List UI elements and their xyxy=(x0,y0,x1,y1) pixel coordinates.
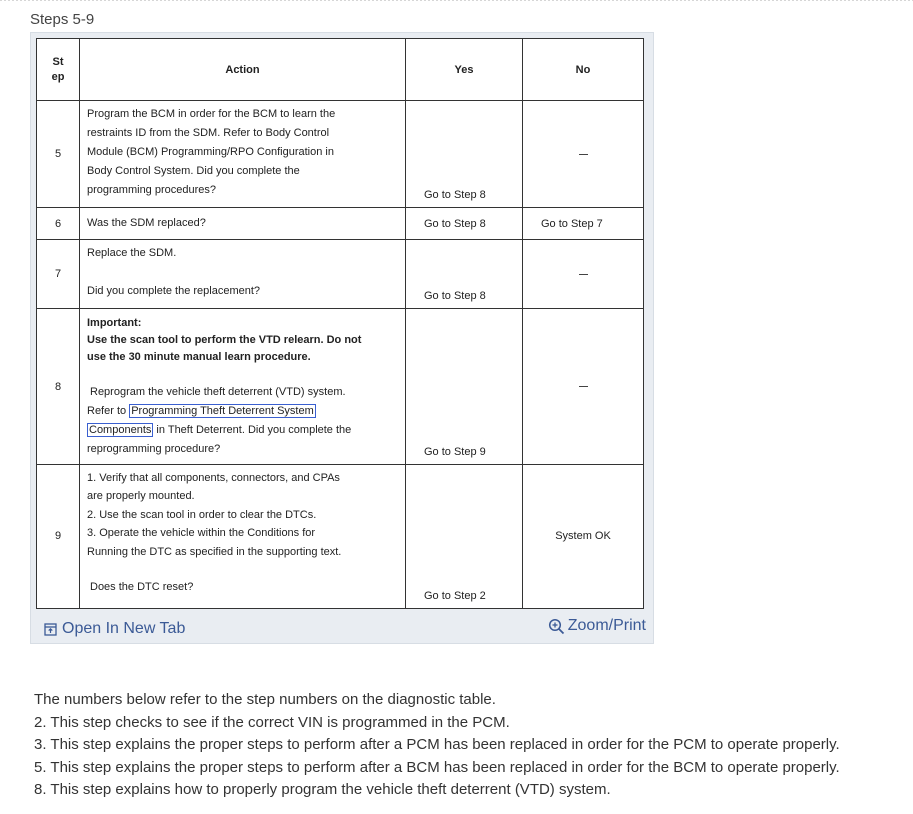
no-cell: Go to Step 7 xyxy=(523,208,644,240)
action-line: Reprogram the vehicle theft deterrent (VTD) system. xyxy=(90,386,346,399)
action-line: are properly mounted. xyxy=(87,490,195,503)
action-line xyxy=(87,403,399,420)
no-cell xyxy=(523,240,644,309)
zoom-print-link[interactable] xyxy=(548,617,646,635)
refer-suffix: in Theft Deterrent. Did you complete the xyxy=(153,424,352,437)
step-number: 9 xyxy=(37,464,80,608)
header-yes: Yes xyxy=(406,39,523,101)
table-row xyxy=(37,464,644,608)
dash-icon xyxy=(579,386,588,387)
notes-intro: The numbers below refer to the step numbers on the diagnostic table. xyxy=(34,691,496,708)
header-row xyxy=(37,39,644,101)
figure-footer xyxy=(30,612,654,644)
action-cell xyxy=(80,464,406,608)
yes-cell: Go to Step 8 xyxy=(406,208,523,240)
step-number: 6 xyxy=(37,208,80,240)
diagnostic-table xyxy=(36,38,644,609)
table-row xyxy=(37,101,644,208)
yes-cell: Go to Step 8 xyxy=(406,101,523,208)
important-label: Important: xyxy=(87,317,142,330)
note-item: 2. This step checks to see if the correct VIN is programmed in the PCM. xyxy=(34,713,510,731)
action-line: 1. Verify that all components, connectors, and CPAs xyxy=(87,471,340,484)
action-line: programming procedures? xyxy=(87,184,217,197)
action-question: Does the DTC reset? xyxy=(90,581,194,594)
action-line: Module (BCM) Programming/RPO Configuration in xyxy=(87,146,334,159)
yes-cell: Go to Step 8 xyxy=(406,240,523,309)
diagnostic-table-figure xyxy=(36,38,643,609)
step-number: 5 xyxy=(37,101,80,208)
no-cell: System OK xyxy=(523,464,644,608)
zoom-icon xyxy=(548,618,565,635)
zoom-label: Zoom/Print xyxy=(567,617,646,634)
action-line xyxy=(87,422,399,439)
action-line: Was the SDM replaced? xyxy=(87,217,206,230)
action-line: reprogramming procedure? xyxy=(87,443,221,456)
no-cell xyxy=(523,309,644,464)
important-text: Use the scan tool to perform the VTD relearn. Do not xyxy=(87,334,362,347)
step-number: 8 xyxy=(37,309,80,464)
action-cell xyxy=(80,208,406,240)
action-line: Program the BCM in order for the BCM to learn the xyxy=(87,108,336,121)
action-cell xyxy=(80,240,406,309)
table-row xyxy=(37,208,644,240)
action-line: Running the DTC as specified in the supporting text. xyxy=(87,545,342,558)
note-item: 8. This step explains how to properly program the vehicle theft deterrent (VTD) system. xyxy=(34,781,611,798)
open-tab-icon xyxy=(44,623,57,636)
important-text: use the 30 minute manual learn procedure. xyxy=(87,351,311,364)
action-line: 3. Operate the vehicle within the Conditions for xyxy=(87,527,316,540)
action-cell xyxy=(80,309,406,464)
header-no: No xyxy=(523,39,644,101)
top-divider xyxy=(0,0,913,3)
programming-link-cont[interactable]: Components xyxy=(89,424,152,437)
table-row xyxy=(37,240,644,309)
open-tab-label: Open In New Tab xyxy=(62,620,186,637)
action-line: Did you complete the replacement? xyxy=(87,285,261,298)
header-step: St ep xyxy=(37,39,80,101)
action-line: Body Control System. Did you complete the xyxy=(87,165,300,178)
dash-icon xyxy=(579,154,588,155)
notes-section xyxy=(34,689,840,802)
action-cell xyxy=(80,101,406,208)
programming-link[interactable]: Programming Theft Deterrent System xyxy=(131,405,314,418)
action-line: 2. Use the scan tool in order to clear the DTCs. xyxy=(87,508,317,521)
table-row xyxy=(37,309,644,464)
header-action: Action xyxy=(80,39,406,101)
yes-cell: Go to Step 9 xyxy=(406,309,523,464)
open-in-new-tab-link[interactable] xyxy=(44,620,185,638)
dash-icon xyxy=(579,274,588,275)
action-line: restraints ID from the SDM. Refer to Body Control xyxy=(87,127,330,140)
no-cell xyxy=(523,101,644,208)
note-item: 3. This step explains the proper steps to perform after a PCM has been replaced in order for the PCM to operate properly. xyxy=(34,736,840,753)
step-number: 7 xyxy=(37,240,80,309)
note-item: 5. This step explains the proper steps to perform after a BCM has been replaced in order for the BCM to operate properly. xyxy=(34,758,840,776)
yes-cell: Go to Step 2 xyxy=(406,464,523,608)
action-line: Replace the SDM. xyxy=(87,247,177,260)
section-heading: Steps 5-9 xyxy=(30,11,95,28)
refer-prefix: Refer to xyxy=(87,405,130,418)
